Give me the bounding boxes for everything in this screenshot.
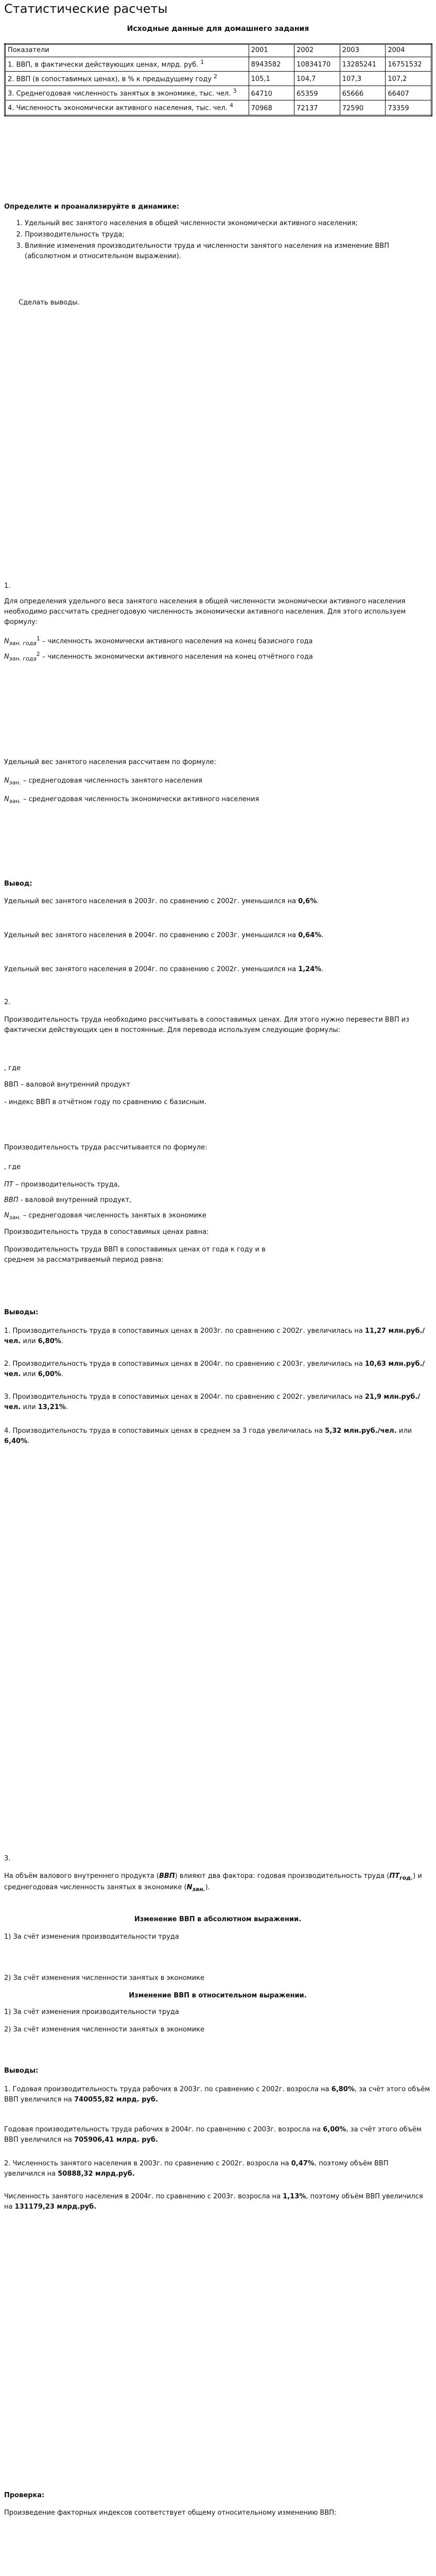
source-data-table: [4, 43, 432, 116]
conclusion-text: Удельный вес занятого населения в 2003г. по сравнению с 2002г. уменьшился на: [4, 897, 299, 905]
conclusion-item: 3. Производительность труда в сопоставимых ценах в 2004г. по сравнению с 2002г. увеличилась на 21,9 млн.руб./чел. или 13,21%.: [4, 1393, 421, 1412]
relative-factor-2: 2) За счёт изменения численности занятых в экономике: [4, 2026, 204, 2033]
symbol-sub: зан.: [9, 1214, 21, 1221]
symbol-sub: эан. года: [9, 639, 37, 647]
average-productivity: Производительность труда ВВП в сопоставимых ценах от года к году и в среднем за рассматриваемый период равна:: [4, 1246, 266, 1264]
section-1-conclusion-heading: Вывод:: [4, 880, 32, 888]
row-label: 3. Среднегодовая численность занятых в экономике, тыс. чел.: [8, 90, 231, 98]
definition-text: – производительность труда,: [13, 1181, 120, 1189]
value-cell: 73359: [386, 100, 432, 115]
conclusion-item: [4, 2084, 431, 2105]
symbol: ВВП: [159, 1872, 175, 1880]
symbol-sup: 2: [36, 651, 40, 657]
value-cell: 72590: [340, 100, 386, 115]
check-paragraph-1: Произведение факторных индексов соответствует общему относительному изменению ВВП:: [4, 2509, 337, 2517]
conclusion-text: 1. Производительность труда в сопоставимых ценах в 2003г. по сравнению с 2002г. увеличилась на: [4, 1327, 365, 1335]
table-header-row: [5, 44, 432, 57]
conclusion-connector: или: [21, 1370, 38, 1379]
conclusion-value: 10,63 млн.руб./чел.: [4, 1360, 425, 1379]
table-row: [5, 72, 432, 86]
conclusion-text: Численность занятого населения в 2004г. по сравнению с 2003г. возросла на: [4, 2193, 283, 2200]
task-heading: Определите и проанализируйте в динамике:: [4, 203, 180, 211]
definition-line: [4, 1211, 431, 1222]
value-cell: 104,7: [294, 72, 340, 86]
row-label-cell: [5, 100, 249, 115]
task-item: 1. Удельный вес занятого населения в общей численности экономически активного населения;: [25, 218, 431, 229]
conclusion-value: 705906,41 млрд. руб.: [74, 2136, 159, 2144]
task-item: 2. Производительность труда;: [25, 230, 431, 240]
symbol: ПТ: [4, 1181, 13, 1189]
footnote-mark: 3: [233, 88, 237, 95]
definition-line: [4, 1180, 431, 1190]
conclusion-text: , поэтому объём ВВП увеличился на: [4, 2160, 389, 2178]
conclusion-text: 2. Производительность труда в сопоставимых ценах в 2004г. по сравнению с 2003г. увеличилась на: [4, 1360, 365, 1368]
where-label: , где: [4, 1064, 21, 1072]
value-cell: 107,2: [386, 72, 432, 86]
conclusion-item: Удельный вес занятого населения в 2004г. по сравнению с 2003г. уменьшился на 0,64%.: [4, 931, 324, 939]
table-row: [5, 100, 432, 115]
symbol: N: [4, 777, 9, 785]
header-cell: Показатели: [5, 44, 249, 57]
definition-text: – среднегодовая численность занятых в экономике: [21, 1212, 206, 1219]
absolute-factor-2: 2) За счёт изменения численности занятых в экономике: [4, 1974, 204, 1982]
section-3-conclusion-heading: Выводы:: [4, 2067, 39, 2075]
symbol-sub: эан. года: [9, 655, 37, 662]
definition-line: [4, 1195, 431, 1206]
value-cell: 16751532: [386, 57, 432, 71]
share-intro: Удельный вес занятого населения рассчитаем по формуле:: [4, 758, 216, 766]
conclusion-text: Годовая производительность труда рабочих в 2004г. по сравнению с 2003г. возросла на: [4, 2126, 323, 2133]
table-row: [5, 57, 432, 71]
symbol: N: [4, 653, 9, 661]
definition-text: – численность экономически активного населения на конец базисного года: [40, 637, 313, 646]
conclusion-item: [4, 2192, 431, 2212]
vvp-definition: ВВП – валовой внутренний продукт: [4, 1081, 130, 1089]
conclusion-value: 5,32 млн.руб./чел.: [325, 1427, 397, 1435]
table-caption: Исходные данные для домашнего задания: [127, 25, 309, 33]
value-cell: 64710: [249, 86, 294, 100]
conclusion-value: 6,80%: [331, 2086, 355, 2093]
symbol: N: [4, 637, 9, 646]
value-cell: 72137: [294, 100, 340, 115]
value-cell: 66407: [386, 86, 432, 100]
symbol: N: [186, 1884, 193, 1892]
header-cell: 2003: [340, 44, 386, 57]
conclusion-item: 4. Производительность труда в сопоставимых ценах в среднем за 3 года увеличилась на 5,32 млн.руб./чел. или 6,40%.: [4, 1427, 412, 1446]
value-cell: 10834170: [294, 57, 340, 71]
intro-text: ) и среднегодовая численность занятых в экономике (: [4, 1872, 422, 1892]
value-cell: 13285241: [340, 57, 386, 71]
conclusion-value: 11,27 млн.руб./чел.: [4, 1327, 425, 1346]
conclusion-text: 2. Численность занятого населения в 2003г. по сравнению с 2002г. возросла на: [4, 2160, 291, 2167]
row-label-cell: [5, 86, 249, 100]
row-label: 2. ВВП (в сопоставимых ценах), в % к предыдущему году: [8, 75, 212, 83]
conclusion-text: Удельный вес занятого населения в 2004г. по сравнению с 2002г. уменьшился на: [4, 965, 299, 973]
section-3-intro: [4, 1871, 431, 1894]
conclusion-value: 21,9 млн.руб./чел.: [4, 1393, 421, 1412]
symbol-sub: зан.: [192, 1886, 205, 1893]
conclusion-value: 6,00%: [323, 2126, 346, 2133]
comparable-productivity: Производительность труда в сопоставимых ценах равна:: [4, 1228, 209, 1236]
conclusion-item: Удельный вес занятого населения в 2004г. по сравнению с 2002г. уменьшился на 1,24%.: [4, 965, 324, 973]
task-item: 3. Влияние изменения производительности труда и численности занятого населения на изменение ВВП (абсолютном и относительном выражении).: [25, 241, 431, 262]
definition-text: – численность экономически активного населения на конец отчётного года: [40, 653, 313, 661]
absolute-factor-1: 1) За счёт изменения производительности труда: [4, 1933, 179, 1941]
conclusion-value: 1,13%: [283, 2193, 306, 2200]
conclusion-value: 740055,82 млрд. руб.: [74, 2096, 159, 2104]
header-cell: 2001: [249, 44, 294, 57]
relative-factor-1: 1) За счёт изменения производительности труда: [4, 2008, 179, 2016]
conclusion-value: 0,64%: [298, 931, 322, 939]
definition-text: – среднегодовая численность занятого населения: [21, 777, 202, 785]
conclusion-value: 0,6%: [298, 897, 317, 905]
conclusion-text: 4. Производительность труда в сопоставимых ценах в среднем за 3 года увеличилась на: [4, 1427, 325, 1435]
symbol: N: [4, 795, 9, 803]
conclusion-item: [4, 2159, 431, 2179]
conclusion-text: 3. Производительность труда в сопоставимых ценах в 2004г. по сравнению с 2002г. увеличилась на: [4, 1393, 365, 1401]
conclusion-prompt: Сделать выводы.: [19, 299, 80, 307]
where-label: , где: [4, 1163, 21, 1171]
conclusion-value: 131179,23 млрд.руб.: [14, 2203, 97, 2211]
symbol: ПТ: [389, 1872, 400, 1880]
definition-line: [4, 635, 431, 648]
value-cell: 65359: [294, 86, 340, 100]
conclusion-text: Удельный вес занятого населения в 2004г. по сравнению с 2003г. уменьшился на: [4, 931, 299, 939]
symbol-sup: 1: [36, 635, 40, 642]
section-2-intro: Производительность труда необходимо рассчитывать в сопоставимых ценах. Для этого нужно перевести ВВП из фактически действующих цен в постоянные. Для перевода используем следующие формулы:: [4, 1016, 410, 1035]
absolute-change-heading: Изменение ВВП в абсолютном выражении.: [134, 1916, 302, 1923]
value-cell: 8943582: [249, 57, 294, 71]
footnote-mark: 4: [230, 102, 233, 109]
conclusion-text: , за счёт этого объём ВВП увеличился на: [4, 2086, 430, 2104]
conclusion-connector: или: [21, 1403, 38, 1412]
symbol-sub: эан.: [9, 798, 21, 805]
conclusion-item: [4, 2125, 431, 2145]
conclusion-text: , за счёт этого объём ВВП увеличился на: [4, 2126, 422, 2144]
conclusion-value: 13,21%: [38, 1403, 66, 1412]
relative-change-heading: Изменение ВВП в относительном выражении.: [129, 1992, 307, 1999]
value-cell: 107,3: [340, 72, 386, 86]
table-row: [5, 86, 432, 100]
symbol-sub: год.: [399, 1874, 413, 1882]
conclusion-text: , поэтому объём ВВП увеличился на: [4, 2193, 423, 2211]
check-heading: Проверка:: [4, 2492, 45, 2499]
intro-text: ).: [205, 1884, 210, 1892]
section-1-number: 1.: [4, 582, 11, 590]
definition-text: - валовой внутренний продукт,: [18, 1196, 132, 1204]
section-1-intro: Для определения удельного веса занятого населения в общей численности экономически активного населения необходимо рассчитать среднегодовую численность экономически активного населения. Для этого используем формулу:: [4, 598, 406, 626]
index-definition: - индекс ВВП в отчётном году по сравнению с базисным.: [4, 1098, 206, 1106]
conclusion-value: 6,00%: [38, 1370, 61, 1379]
footnote-mark: 2: [214, 73, 218, 80]
definition-line: [4, 650, 431, 664]
value-cell: 65666: [340, 86, 386, 100]
conclusion-item: 1. Производительность труда в сопоставимых ценах в 2003г. по сравнению с 2002г. увеличилась на 11,27 млн.руб./чел. или 6,80%.: [4, 1327, 425, 1346]
conclusion-connector: или: [396, 1427, 412, 1435]
task-list-block: [4, 218, 431, 263]
conclusion-item: Удельный вес занятого населения в 2003г. по сравнению с 2002г. уменьшился на 0,6%.: [4, 897, 319, 905]
conclusion-text: 1. Годовая производительность труда рабочих в 2003г. по сравнению с 2002г. возросла на: [4, 2086, 332, 2093]
conclusion-value: 1,24%: [298, 965, 322, 973]
conclusion-value: 6,80%: [38, 1337, 61, 1346]
row-label-cell: [5, 57, 249, 71]
document-title: Статистические расчеты: [4, 2, 168, 16]
conclusion-connector: или: [21, 1337, 38, 1346]
value-cell: 105,1: [249, 72, 294, 86]
task-list: [4, 218, 431, 262]
row-label-cell: [5, 72, 249, 86]
productivity-intro: Производительность труда рассчитывается по формуле:: [4, 1144, 207, 1151]
section-2-conclusion-heading: Выводы:: [4, 1309, 39, 1316]
definition-line: [4, 776, 431, 787]
symbol-sub: зан.: [9, 779, 21, 786]
value-cell: 70968: [249, 100, 294, 115]
section-2-number: 2.: [4, 998, 11, 1006]
section-3-number: 3.: [4, 1855, 11, 1862]
conclusion-value: 50888,32 млрд.руб.: [58, 2170, 135, 2178]
definition-line: [4, 794, 431, 806]
row-label: 4. Численность экономически активного населения, тыс. чел.: [8, 104, 228, 112]
conclusion-item: 2. Производительность труда в сопоставимых ценах в 2004г. по сравнению с 2003г. увеличилась на 10,63 млн.руб./чел. или 6,00%.: [4, 1360, 425, 1379]
conclusion-value: 0,47%: [291, 2160, 315, 2167]
intro-text: ) влияют два фактора: годовая производительность труда (: [175, 1872, 390, 1880]
intro-text: На объём валового внутреннего продукта (: [4, 1872, 159, 1880]
conclusion-value: 6,40%: [4, 1437, 28, 1446]
definition-text: – среднегодовая численность экономически активного населения: [21, 795, 259, 803]
symbol: N: [4, 1212, 9, 1219]
symbol: ВВП: [4, 1196, 19, 1204]
header-cell: 2002: [294, 44, 340, 57]
header-cell: 2004: [386, 44, 432, 57]
footnote-mark: 1: [200, 58, 204, 65]
row-label: 1. ВВП, в фактически действующих ценах, млрд. руб.: [8, 61, 199, 69]
